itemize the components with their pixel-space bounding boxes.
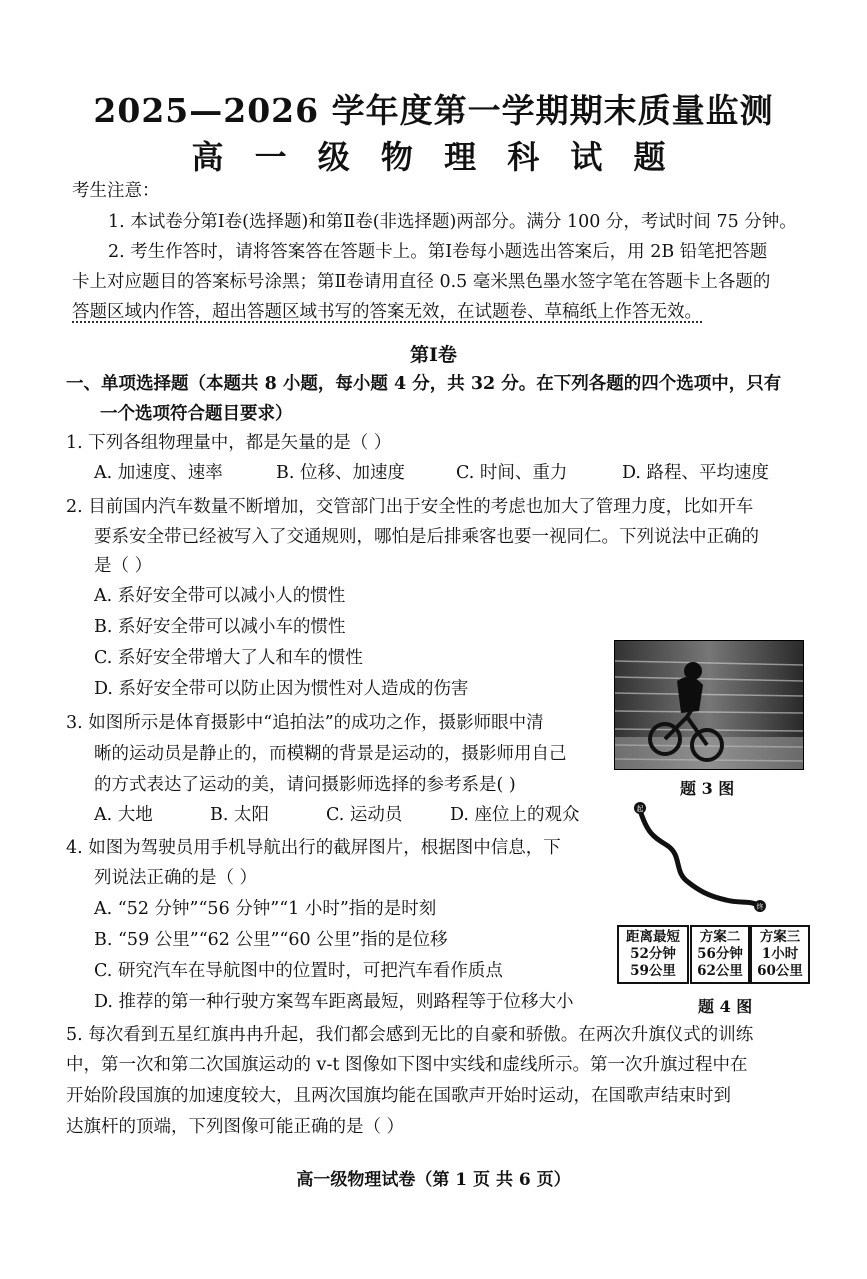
q4-option-a: A. “52 分钟”“56 分钟”“1 小时”指的是时刻	[94, 899, 437, 919]
plan-2-time: 56分钟	[697, 946, 743, 962]
q1-option-b: B. 位移、加速度	[276, 463, 405, 483]
plan-1-time: 52分钟	[630, 946, 676, 962]
q4-stem-1: 4. 如图为驾驶员用手机导航出行的截屏图片，根据图中信息，下	[66, 838, 561, 858]
q4-stem-2: 列说法正确的是（ ）	[94, 868, 258, 888]
q5-stem-1: 5. 每次看到五星红旗冉冉升起，我们都会感到无比的自豪和骄傲。在两次升旗仪式的训练	[66, 1025, 754, 1045]
q2-stem-2: 要系安全带已经被写入了交通规则，哪怕是后排乘客也要一视同仁。下列说法中正确的	[94, 527, 759, 547]
route-plan-3	[750, 925, 810, 984]
q3-stem-3: 的方式表达了运动的美，请问摄影师选择的参考系是( )	[94, 775, 516, 795]
q1-option-d: D. 路程、平均速度	[622, 463, 770, 483]
plan-3-time: 1小时	[761, 946, 799, 962]
q1-option-a: A. 加速度、速率	[94, 463, 223, 483]
q5-stem-2: 中，第一次和第二次国旗运动的 v-t 图像如下图中实线和虚线所示。第一次升旗过程中在	[66, 1055, 748, 1075]
q2-option-b: B. 系好安全带可以减小车的惯性	[94, 617, 346, 637]
q4-option-c: C. 研究汽车在导航图中的位置时，可把汽车看作质点	[94, 961, 503, 981]
q4-caption: 题 4 图	[698, 997, 753, 1016]
q3-caption: 题 3 图	[680, 779, 735, 798]
q2-option-c: C. 系好安全带增大了人和车的惯性	[94, 648, 363, 668]
q3-stem-2: 晰的运动员是静止的，而模糊的背景是运动的，摄影师用自己	[94, 744, 567, 764]
q3-stem-1: 3. 如图所示是体育摄影中“追拍法”的成功之作，摄影师眼中清	[66, 713, 544, 733]
q3-option-a: A. 大地	[94, 805, 153, 825]
start-label: 起	[636, 805, 644, 813]
navigation-route-map	[626, 796, 776, 918]
plan-3-name: 方案三	[759, 929, 801, 945]
q4-option-d: D. 推荐的第一种行驶方案驾车距离最短，则路程等于位移大小	[94, 992, 574, 1012]
notice-line-4: 答题区域内作答，超出答题区域书写的答案无效，在试题卷、草稿纸上作答无效。	[72, 302, 702, 322]
plan-1-distance: 59公里	[630, 963, 676, 979]
route-plan-2	[690, 925, 750, 984]
q5-stem-4: 达旗杆的顶端，下列图像可能正确的是（ ）	[66, 1117, 405, 1137]
q1-option-c: C. 时间、重力	[456, 463, 568, 483]
page-footer: 高一级物理试卷（第 1 页 共 6 页）	[296, 1170, 571, 1190]
q1-stem: 1. 下列各组物理量中，都是矢量的是（ ）	[66, 433, 392, 453]
section-heading: 一、单项选择题（本题共 8 小题，每小题 4 分，共 32 分。在下列各题的四个选项中，只有	[66, 374, 782, 394]
notice-line-3: 卡上对应题目的答案标号涂黑；第Ⅱ卷请用直径 0.5 毫米黑色墨水签字笔在答题卡上各题的	[72, 272, 771, 292]
cyclist-photo	[614, 640, 804, 770]
section-heading-cont: 一个选项符合题目要求）	[100, 404, 293, 424]
q5-stem-3: 开始阶段国旗的加速度较大，且两次国旗均能在国歌声开始时运动，在国歌声结束时到	[66, 1086, 731, 1106]
route-plan-1	[617, 925, 689, 984]
end-label: 终	[756, 903, 764, 911]
exam-title: 2025—2026 学年度第一学期期末质量监测	[93, 91, 774, 130]
q2-option-d: D. 系好安全带可以防止因为惯性对人造成的伤害	[94, 679, 469, 699]
plan-2-distance: 62公里	[697, 963, 743, 979]
q2-option-a: A. 系好安全带可以减小人的惯性	[94, 586, 346, 606]
plan-1-name: 距离最短	[626, 929, 680, 945]
section-title: 第Ⅰ卷	[410, 344, 457, 366]
q3-option-c: C. 运动员	[326, 805, 403, 825]
plan-3-distance: 60公里	[757, 963, 803, 979]
q2-stem-3: 是（ ）	[94, 556, 153, 576]
q4-option-b: B. “59 公里”“62 公里”“60 公里”指的是位移	[94, 930, 448, 950]
plan-2-name: 方案二	[699, 929, 741, 945]
q2-stem-1: 2. 目前国内汽车数量不断增加，交管部门出于安全性的考虑也加大了管理力度，比如开车	[66, 497, 754, 517]
notice-line-2: 2. 考生作答时，请将答案答在答题卡上。第Ⅰ卷每小题选出答案后，用 2B 铅笔把答题	[108, 242, 768, 262]
notice-line-1: 1. 本试卷分第Ⅰ卷(选择题)和第Ⅱ卷(非选择题)两部分。满分 100 分，考试时间 75 分钟。	[108, 212, 797, 232]
q3-option-d: D. 座位上的观众	[450, 805, 580, 825]
exam-subtitle: 高 一 级 物 理 科 试 题	[191, 138, 676, 176]
notice-label: 考生注意：	[72, 181, 160, 201]
q3-option-b: B. 太阳	[210, 805, 269, 825]
